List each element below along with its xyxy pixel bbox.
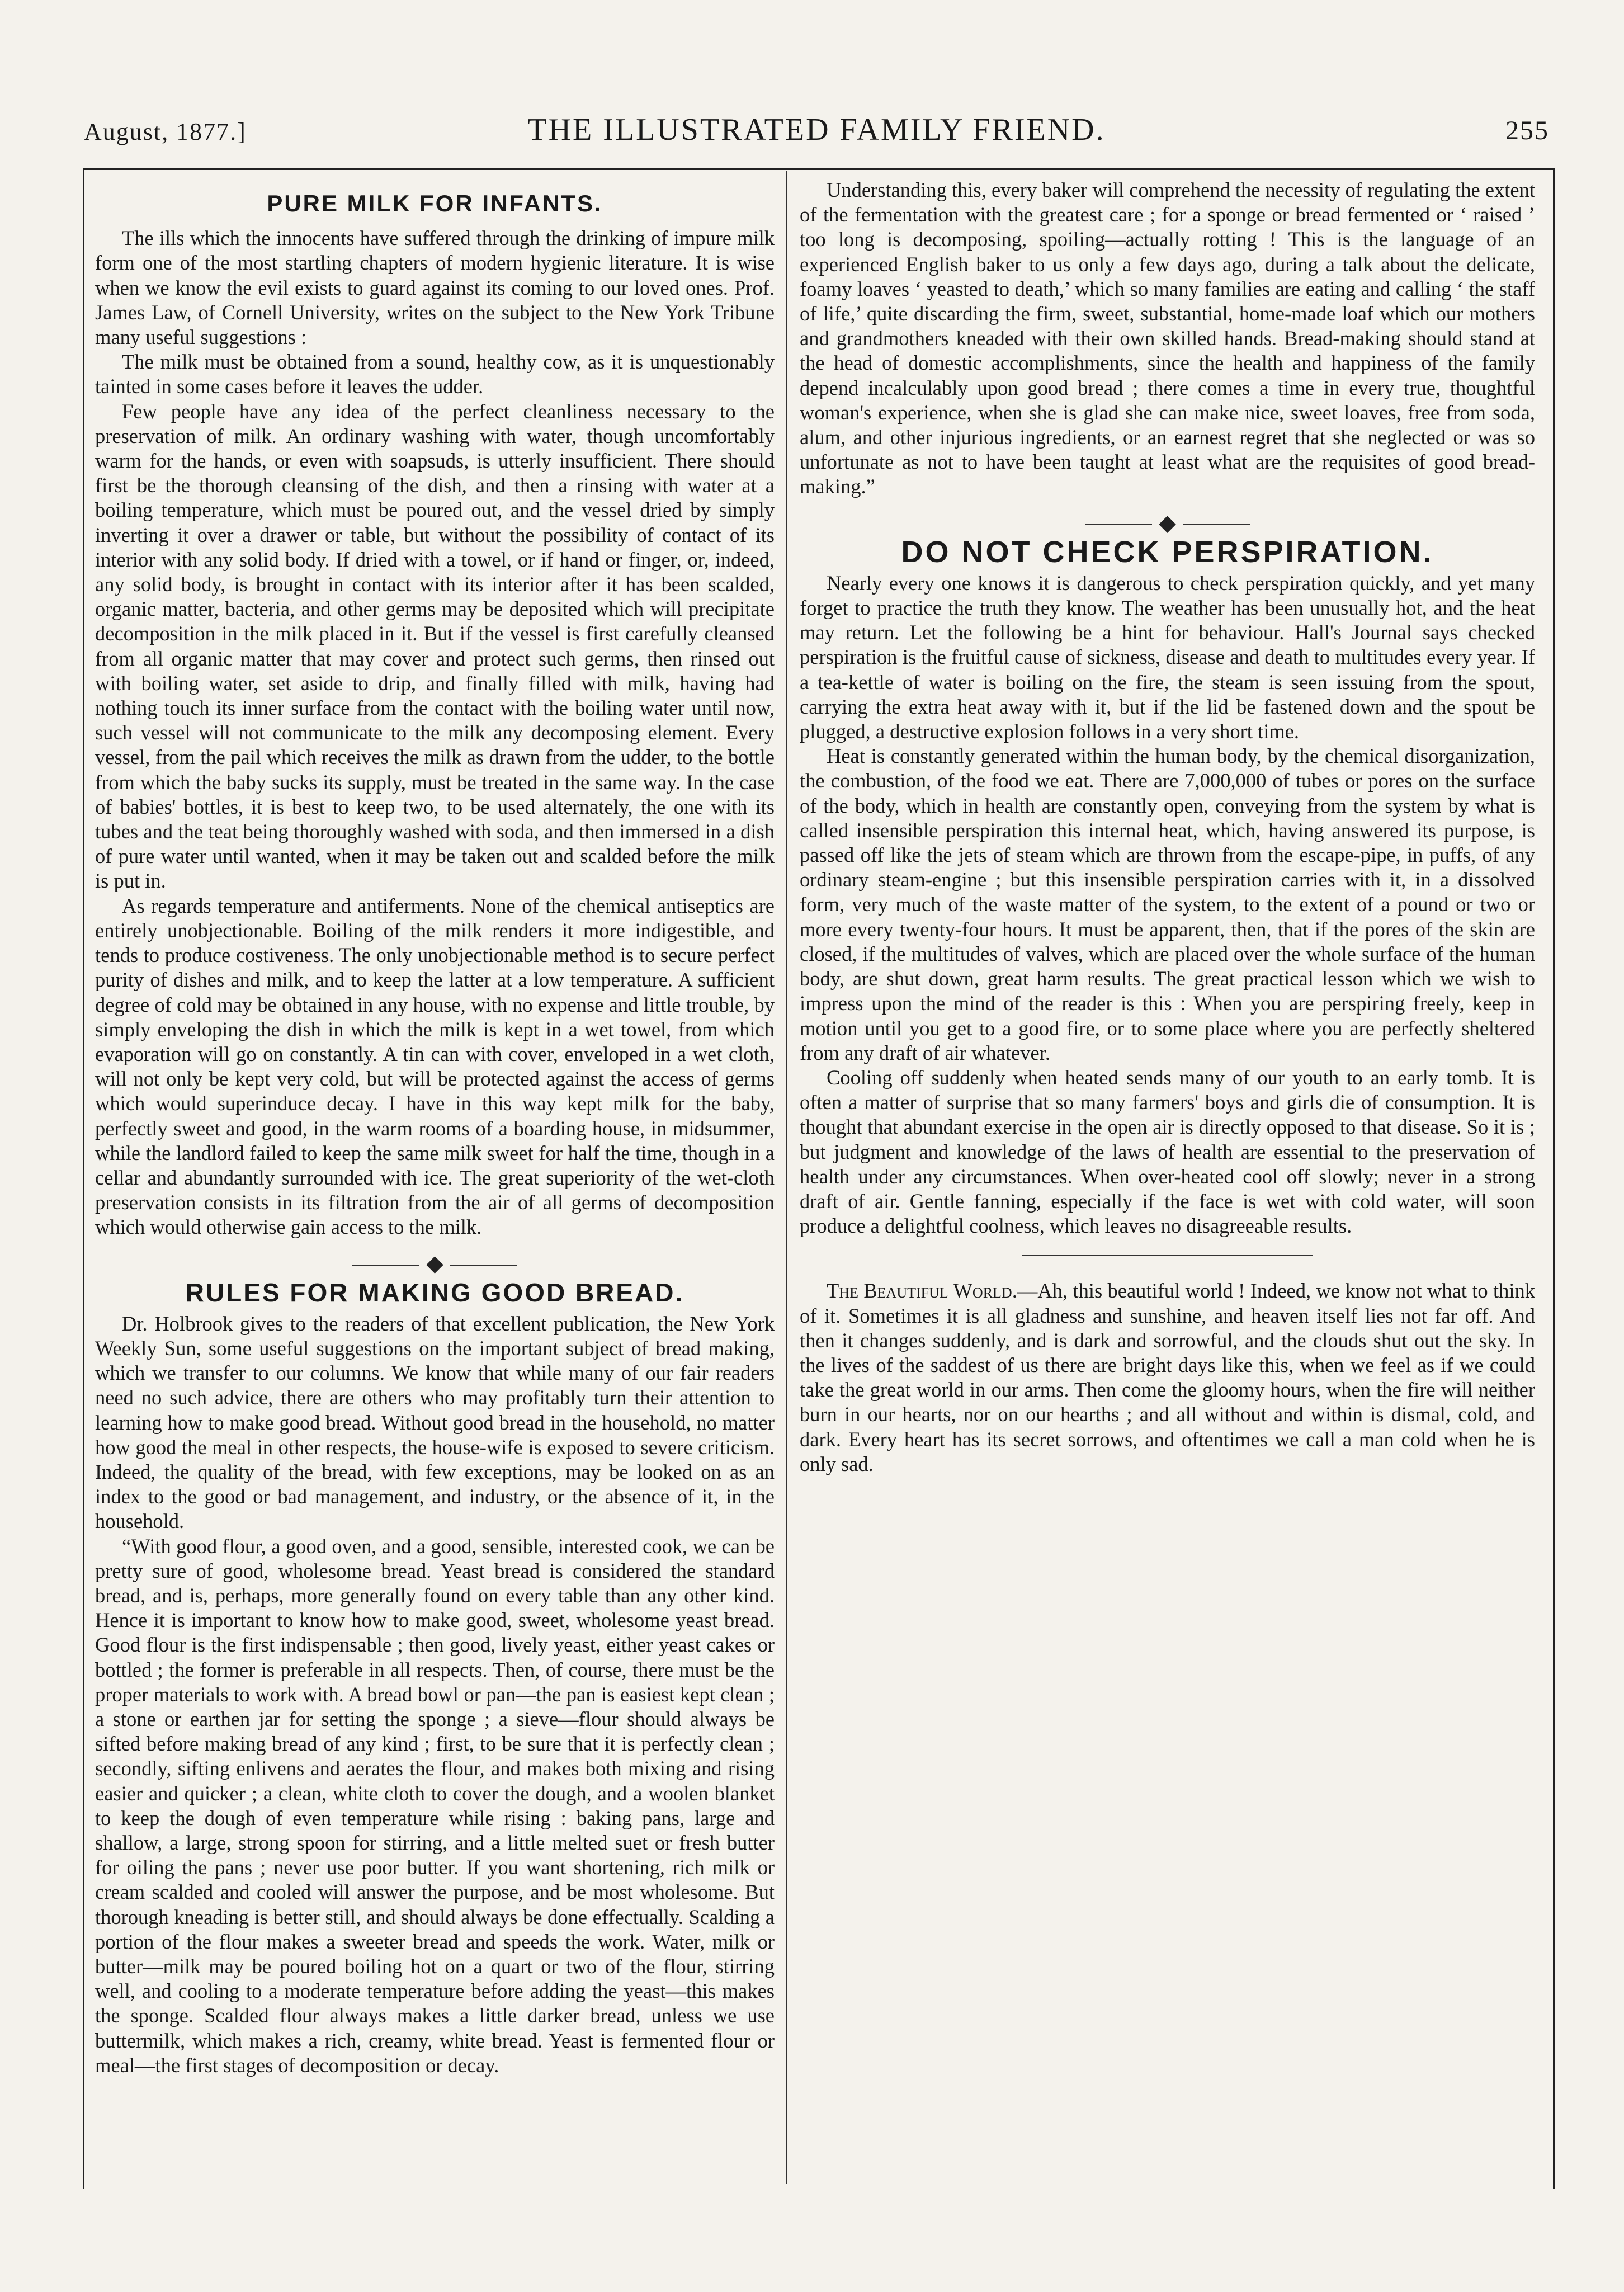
bread-article-title: RULES FOR MAKING GOOD BREAD. <box>185 1277 684 1307</box>
publication-title: THE ILLUSTRATED FAMILY FRIEND. <box>527 112 1106 147</box>
bread-paragraph: Dr. Holbrook gives to the readers of that excellent publication, the New York Weekly Sun, some useful suggestions on the important subject of bread making, which we transfer to our columns. We know that while many of our fair readers need no such advice, there are others who may profitably turn their attention to learning how to make good bread. Without good bread in the household, no matter how good the meal in other respects, the house-wife is exposed to severe criticism. Indeed, the quality of the bread, with few exceptions, may be looked on as an index to the good or bad management, and industry, or the absence of it, in the household. <box>95 1312 775 1533</box>
milk-paragraph: The ills which the innocents have suffered through the drinking of impure milk form one of the most startling chapters of modern hygienic literature. It is wise when we know the evil exists to guard against its coming to our loved ones. Prof. James Law, of Cornell University, writes on the subject to the New York Tribune many useful suggestions : <box>95 227 775 349</box>
perspiration-article-title: DO NOT CHECK PERSPIRATION. <box>901 535 1434 569</box>
page-number: 255 <box>1505 116 1549 145</box>
milk-article-title: PURE MILK FOR INFANTS. <box>267 190 603 216</box>
section-rule <box>1022 1255 1313 1256</box>
page-header <box>84 112 1549 157</box>
world-text: —Ah, this beautiful world ! Indeed, we know not what to think of it. Sometimes it is all gladness and sunshine, and heaven itself lies not far off. And then it changes suddenly, and is dark and sorrowful, and the clouds shut out the sky. In the lives of the saddest of us there are bright days like this, when we feel as if we could take the great world in our arms. Then come the gloomy hours, when the fire will neither burn in our hearts, nor on our hearths ; and all without and within is dismal, cold, and dark. Every heart has its secret sorrows, and oftentimes we call a man cold when he is only sad. <box>800 1279 1535 1475</box>
milk-paragraph: As regards temperature and antiferments. None of the chemical antiseptics are entirely unobjectionable. Boiling of the milk renders it more indigestible, and tends to produce costiveness. The only unobjectionable method is to secure perfect purity of dishes and milk, and to keep the latter at a low temperature. A sufficient degree of cold may be obtained in any house, with no expense and little trouble, by simply enveloping the dish in which the milk is kept in a wet towel, from which evaporation will go on constantly. A tin can with cover, enveloped in a wet cloth, will not only be kept very cold, but will be protected against the access of germs which would superinduce decay. I have in this way kept milk for the baby, perfectly sweet and good, in the warm rooms of a boarding house, in midsummer, while the landlord failed to keep the same milk sweet for half the time, though in a cellar and abundantly surrounded with ice. The great superiority of the wet-cloth preservation consists in its filtration from the air of all germs of decomposition which would otherwise gain access to the milk. <box>95 894 775 1239</box>
issue-date: August, 1877.] <box>84 118 247 145</box>
milk-paragraph: Few people have any idea of the perfect cleanliness necessary to the preservation of milk. An ordinary washing with water, though uncomfortably warm for the hands, or even with soapsuds, is utterly insufficient. There should first be the thorough cleansing of the dish, and then a rinsing with water at a boiling temperature, which must be poured out, and the vessel dried by simply inverting it over a drawer or table, but without the possibility of contact of its interior with any solid body. If dried with a towel, or if hand or finger, or, indeed, any solid body, is brought in contact with its interior after it has been scalded, organic matter, bacteria, and other germs may be deposited which will precipitate decomposition in the milk placed in it. But if the vessel is first carefully cleansed from all organic matter that may cover and protect such germs, then rinsed out with boiling water, set aside to drip, and finally filled with milk, having had nothing touch its inner surface from the contact with the boiling water until now, such vessel will not communicate to the milk any decomposing element. Every vessel, from the pail which receives the milk as drawn from the udder, to the bottle from which the baby sucks its supply, must be treated in the same way. In the case of babies' bottles, it is best to keep two, to be used alternately, the one with its tubes and the teat being thoroughly washed with soda, and then immersed in a dish of pure water until wanted, when it may be taken out and scalded before the milk is put in. <box>95 399 775 893</box>
perspiration-paragraph: Nearly every one knows it is dangerous to check perspiration quickly, and yet many forget to practice the truth they know. The weather has been unusually hot, and the heat may return. Let the following be a hint for behaviour. Hall's Journal says checked perspiration is the fruitful cause of sickness, disease and death to multitudes every year. If a tea-kettle of water is boiling on the fire, the steam is seen issuing from the spout, carrying the extra heat away with it, but if the lid be fastened down and the spout be plugged, a destructive explosion follows in a very short time. <box>800 571 1535 743</box>
perspiration-paragraph: Cooling off suddenly when heated sends many of our youth to an early tomb. It is often a matter of surprise that so many farmers' boys and girls die of consumption. It is thought that abundant exercise in the open air is directly opposed to that disease. So it is ; but judgment and knowledge of the laws of health are essential to the preservation of health under any circumstances. When over-heated cool off slowly; never in a strong draft of air. Gentle fanning, especially if the face is wet with cold water, will soon produce a delightful coolness, which leaves no disagreeable results. <box>800 1065 1535 1238</box>
perspiration-paragraph: Heat is constantly generated within the human body, by the chemical disorganization, the combustion, of the food we eat. There are 7,000,000 of tubes or pores on the surface of the body, which in health are constantly open, conveying from the system by what is called insensible perspiration this internal heat, which, having answered its purpose, is passed off like the jets of steam which are thrown from the escape-pipe, in puffs, of any ordinary steam-engine ; but this insensible perspiration carries with it, in a dissolved form, very much of the waste matter of the system, to the extent of a pound or two or more every twenty-four hours. It must be apparent, then, that if the pores of the skin are closed, if the multitudes of valves, which are placed over the whole surface of the human body, are shut down, great harm results. The great practical lesson which we wish to impress upon the mind of the reader is this : When you are perspiring freely, keep in motion until you get to a good fire, or to some place where you are perfectly sheltered from any draft of air whatever. <box>800 744 1535 1064</box>
milk-paragraph: The milk must be obtained from a sound, healthy cow, as it is unquestionably tainted in some cases before it leaves the udder. <box>95 350 775 398</box>
bread-paragraph: “With good flour, a good oven, and a good, sensible, interested cook, we can be pretty sure of good, wholesome bread. Yeast bread is considered the standard bread, and is, perhaps, more generally found on every table than any other kind. Hence it is important to know how to make good, sweet, wholesome yeast bread. Good flour is the first indispensable ; then good, lively yeast, either yeast cakes or bottled ; the former is preferable in all respects. Then, of course, there must be the proper materials to work with. A bread bowl or pan—the pan is easiest kept clean ; a stone or earthen jar for setting the sponge ; a sieve—flour should always be sifted before making bread of any kind ; first, to be sure that it is perfectly clean ; secondly, sifting enlivens and aerates the flour, and makes both mixing and rising easier and quicker ; a clean, white cloth to cover the dough, and a woolen blanket to keep the dough of even temperature while rising : baking pans, large and shallow, a large, strong spoon for stirring, and a little melted suet or fresh butter for oiling the pans ; never use poor butter. If you want shortening, rich milk or cream scalded and cooled will answer the purpose, and be most wholesome. But thorough kneading is better still, and should always be done effectually. Scalding a portion of the flour makes a sweeter bread and speeds the work. Water, milk or butter—milk may be poured boiling hot on a quart or two of the flour, stirring well, and cooling to a moderate temperature before adding the yeast—this makes the sponge. Scalded flour always makes a little darker bread, unless we use buttermilk, which makes a rich, creamy, white bread. Yeast is fermented flour or meal—the first stages of decomposition or decay. <box>95 1534 775 2077</box>
section-ornament: ◆ <box>95 1252 775 1275</box>
bread-paragraph: Understanding this, every baker will comprehend the necessity of regulating the extent of the fermentation with the greatest care ; for a sponge or bread fermented or ‘ raised ’ too long is decomposing, spoiling—actually rotting ! This is the language of an experienced English baker to us only a few days ago, during a talk about the delicate, foamy loaves ‘ yeasted to death,’ which so many families are eating and calling ‘ the staff of life,’ quite discarding the firm, sweet, substantial, home-made loaf which our mothers and grandmothers kneaded with their own skilled hands. Bread-making should stand at the head of domestic accomplishments, since the health and happiness of the family depend incalculably upon good bread ; there comes a time in every true, thoughtful woman's experience, when she is glad she can make nice, sweet loaves, free from soda, alum, and other injurious ingredients, or an earnest regret that she neglected or was so unfortunate as not to have been taught at least what are the requisites of good bread-making.” <box>800 178 1535 498</box>
right-column <box>800 178 1535 1477</box>
section-ornament: ◆ <box>800 512 1535 534</box>
world-lead-in: The Beautiful World. <box>827 1279 1017 1303</box>
left-column <box>95 178 775 2078</box>
world-paragraph <box>800 1279 1535 1477</box>
column-divider <box>786 171 787 2184</box>
